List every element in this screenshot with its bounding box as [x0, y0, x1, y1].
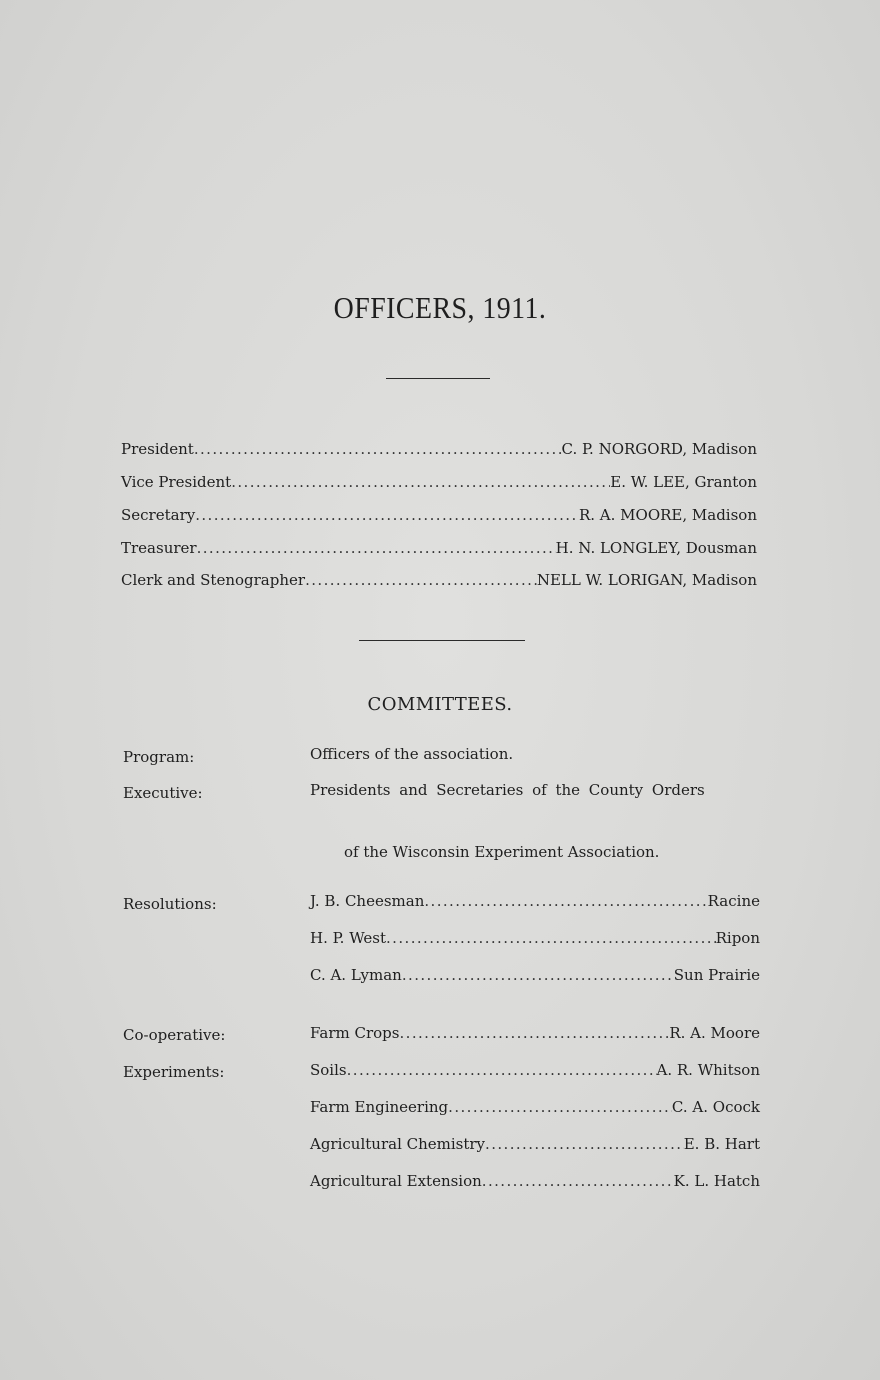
officer-role: Vice President — [121, 473, 232, 491]
section-rule — [359, 640, 525, 641]
dot-leader — [399, 1024, 669, 1042]
officer-row-secretary — [121, 506, 757, 524]
executive-text: Presidents and Secretaries of the County Orders — [310, 781, 705, 799]
person-name: R. A. Moore — [669, 1024, 760, 1042]
officer-role: President — [121, 440, 194, 458]
dot-leader — [231, 473, 610, 491]
executive-line-2: of the Wisconsin Experiment Association. — [344, 843, 660, 861]
dot-leader — [448, 1098, 672, 1116]
dot-leader — [482, 1172, 674, 1190]
dot-leader — [194, 440, 562, 458]
member-place: Sun Prairie — [673, 966, 760, 984]
officer-name: C. P. NORGORD, Madison — [561, 440, 757, 458]
dot-leader — [347, 1061, 657, 1079]
officer-row-vice-president — [121, 473, 757, 491]
member-place: Ripon — [715, 929, 760, 947]
cooperative-member-row — [310, 1135, 760, 1153]
dot-leader — [402, 966, 674, 984]
member-place: Racine — [707, 892, 760, 910]
member-name: H. P. West — [310, 929, 387, 947]
dot-leader — [386, 929, 716, 947]
person-name: A. R. Whitson — [656, 1061, 760, 1079]
officer-row-clerk — [121, 571, 757, 589]
resolutions-member-row — [310, 929, 760, 947]
field-name: Farm Crops — [310, 1024, 400, 1042]
resolutions-member-row — [310, 892, 760, 910]
program-text: Officers of the association. — [310, 745, 514, 763]
officer-role: Clerk and Stenographer — [121, 571, 306, 589]
officer-name: H. N. LONGLEY, Dousman — [555, 539, 757, 557]
cooperative-member-row — [310, 1098, 760, 1116]
person-name: C. A. Ocock — [671, 1098, 760, 1116]
cooperative-member-row — [310, 1061, 760, 1079]
executive-line-1 — [310, 781, 760, 799]
cooperative-member-row — [310, 1172, 760, 1190]
officer-name: E. W. LEE, Granton — [610, 473, 757, 491]
dot-leader — [305, 571, 537, 589]
title-rule — [386, 378, 490, 379]
cooperative-member-row — [310, 1024, 760, 1042]
officer-role: Treasurer — [121, 539, 197, 557]
resolutions-member-row — [310, 966, 760, 984]
committee-label-program: Program: — [123, 748, 195, 766]
officer-name: NELL W. LORIGAN, Madison — [536, 571, 757, 589]
dot-leader — [485, 1135, 684, 1153]
dot-leader — [195, 506, 579, 524]
officer-role: Secretary — [121, 506, 196, 524]
committee-label-experiments: Experiments: — [123, 1063, 225, 1081]
person-name: E. B. Hart — [683, 1135, 760, 1153]
field-name: Agricultural Extension — [310, 1172, 482, 1190]
member-name: J. B. Cheesman — [310, 892, 425, 910]
field-name: Soils — [310, 1061, 347, 1079]
field-name: Agricultural Chemistry — [310, 1135, 486, 1153]
field-name: Farm Engineering — [310, 1098, 449, 1116]
dot-leader — [424, 892, 707, 910]
committee-label-resolutions: Resolutions: — [123, 895, 217, 913]
member-name: C. A. Lyman — [310, 966, 402, 984]
committee-label-executive: Executive: — [123, 784, 203, 802]
officer-row-treasurer — [121, 539, 757, 557]
page-title: OFFICERS, 1911. — [333, 290, 547, 325]
officer-name: R. A. MOORE, Madison — [578, 506, 757, 524]
committee-label-cooperative: Co-operative: — [123, 1026, 226, 1044]
committees-heading: COMMITTEES. — [367, 694, 513, 715]
officer-row-president — [121, 440, 757, 458]
dot-leader — [197, 539, 556, 557]
person-name: K. L. Hatch — [673, 1172, 760, 1190]
